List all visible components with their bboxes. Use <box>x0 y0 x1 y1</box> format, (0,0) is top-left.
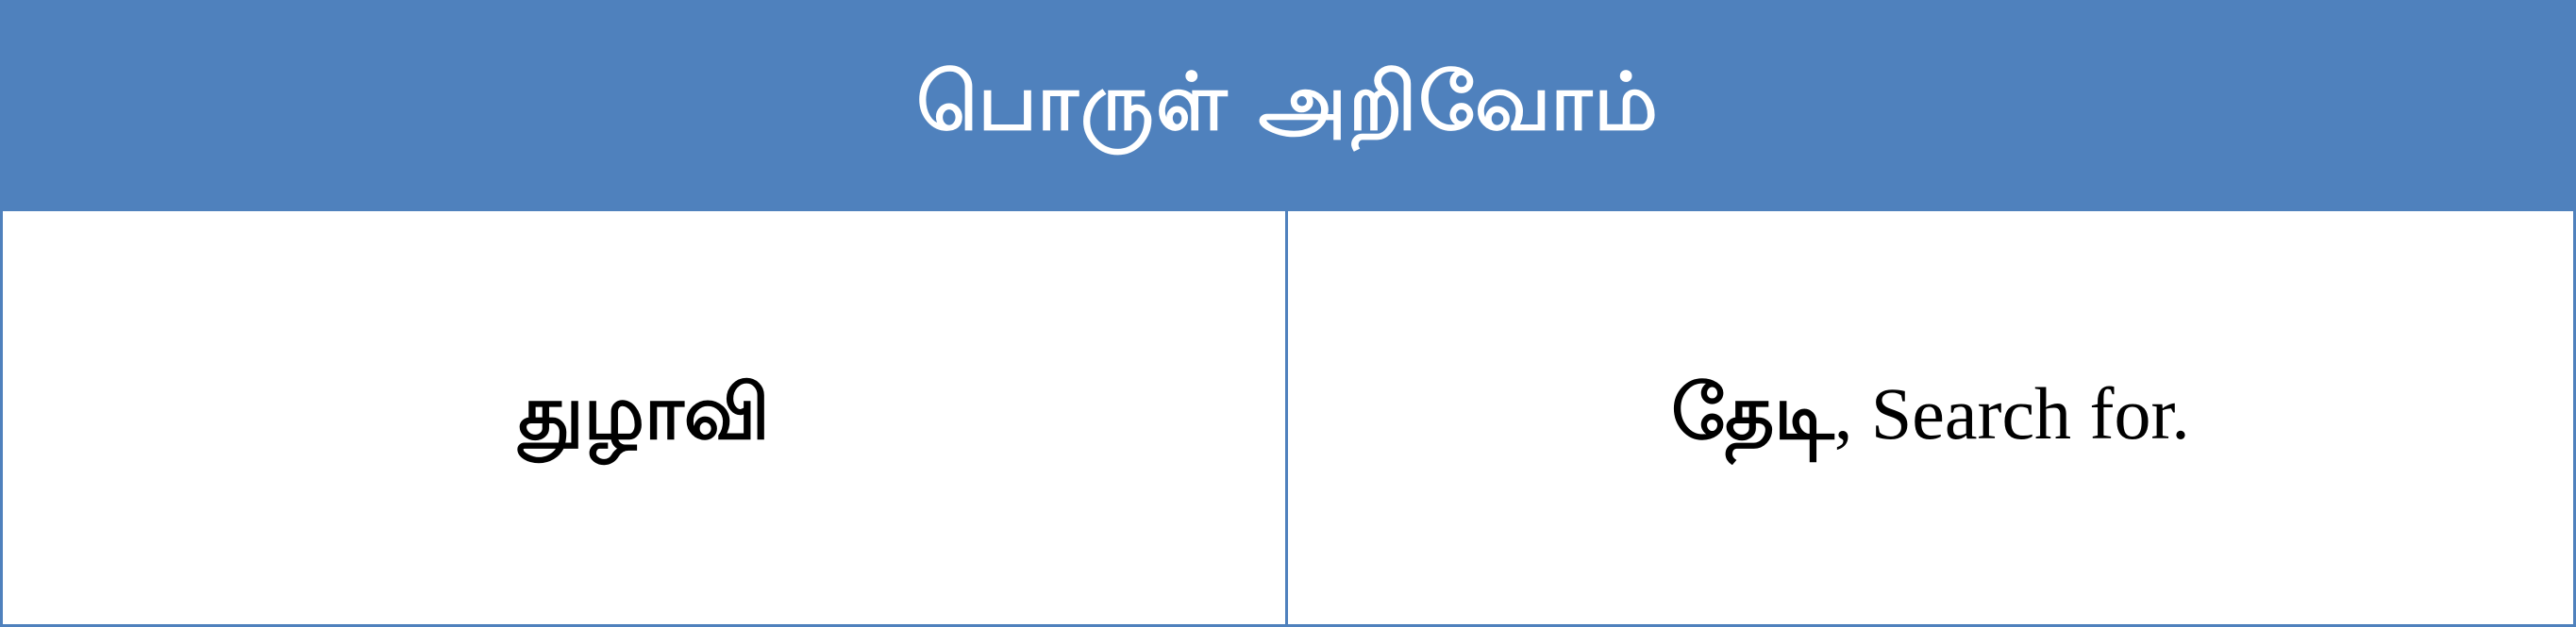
term-cell <box>3 211 1288 624</box>
table-row <box>3 211 2573 624</box>
meaning-english-text: , Search for. <box>1833 372 2190 454</box>
meaning-cell <box>1288 211 2573 624</box>
table-header <box>3 3 2573 211</box>
meaning-tamil-text: தேடி <box>1671 369 1834 456</box>
meaning-text <box>1671 369 2189 467</box>
term-text: துழாவி <box>518 369 770 456</box>
header-title: பொருள் அறிவோம் <box>916 55 1660 148</box>
